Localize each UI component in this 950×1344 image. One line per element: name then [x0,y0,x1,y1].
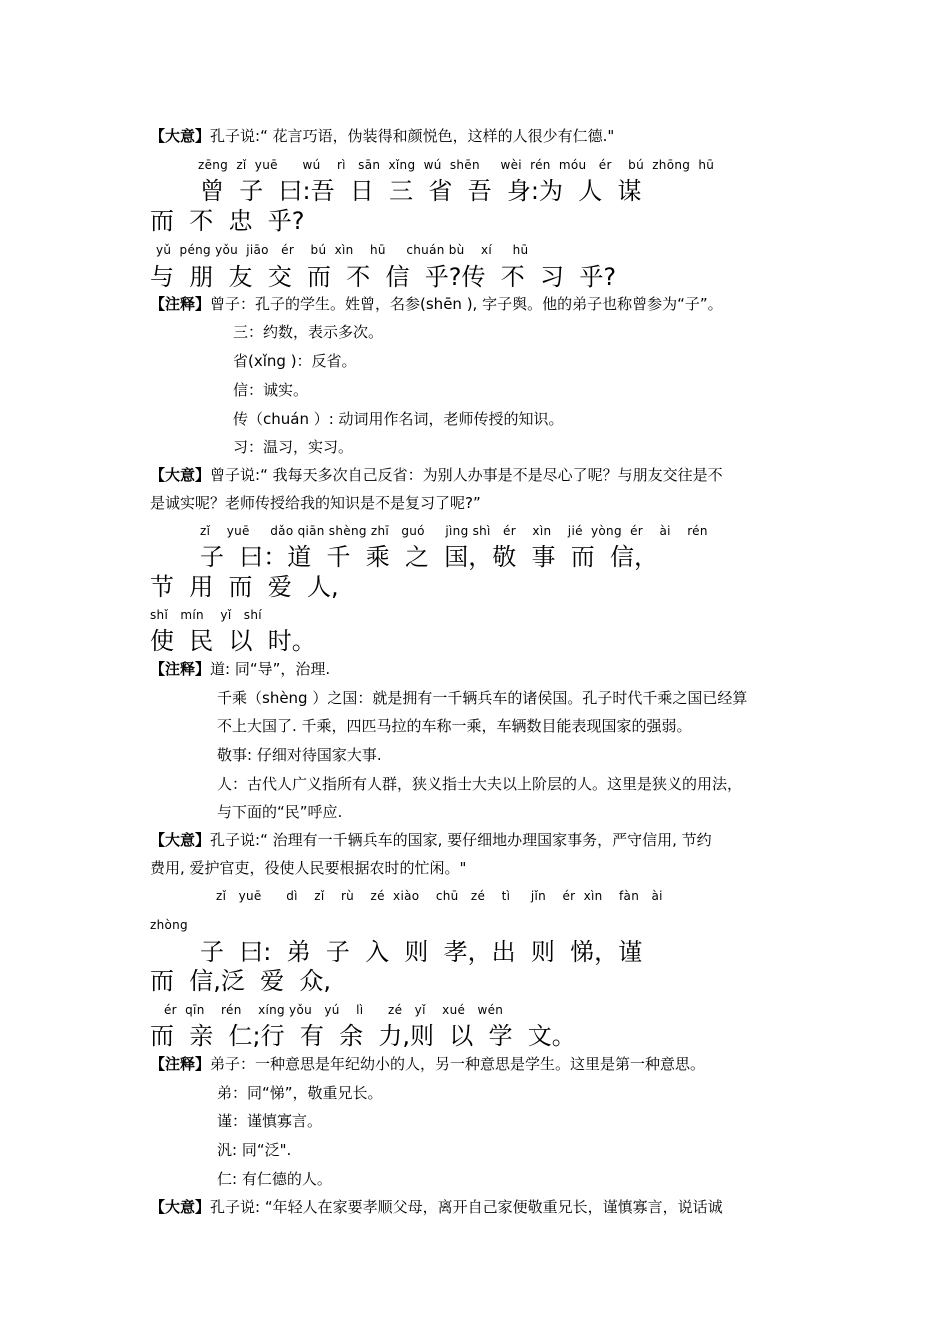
classical-text-line [150,206,305,236]
pinyin-line [150,608,262,622]
classical-text-line [150,626,316,656]
pinyin-line [150,918,188,932]
text-line [217,1169,332,1189]
line-text: zǐ yuē dǎo qiān shèng zhī guó jìng shì ér xìn jié yòng ér ài rén [200,524,708,538]
line-text: 是诚实呢？老师传授给我的知识是不是复习了呢?” [150,494,481,512]
line-text: zhòng [150,918,188,932]
line-text: 而 信,泛 爱 众, [150,967,332,995]
text-line [150,126,614,146]
line-text: 弟：同“悌”，敬重兄长。 [217,1084,383,1102]
text-line [150,659,330,679]
text-line [217,1083,383,1103]
line-text: 不上大国了. 千乘，四匹马拉的车称一乘，车辆数目能表现国家的强弱。 [217,717,692,735]
classical-text-line [200,937,642,967]
section-tag: 【大意】 [150,127,211,145]
line-text: zēng zǐ yuē wú rì sān xǐng wú shēn wèi rén móu ér bú zhōng hū [198,158,715,172]
line-text: 孔子说: “年轻人在家要孝顺父母，离开自己家便敬重兄长，谨慎寡言，说话诚 [210,1198,723,1216]
text-line [233,380,308,400]
section-tag: 【大意】 [150,831,211,849]
section-tag: 【大意】 [150,466,211,484]
line-text: 节 用 而 爱 人, [150,573,339,601]
line-text: 三：约数，表示多次。 [233,323,384,341]
line-text: 习：温习，实习。 [233,438,354,456]
section-tag: 【注释】 [150,1055,211,1073]
line-text: 传（chuán ）: 动词用作名词，老师传授的知识。 [233,410,564,428]
pinyin-line [164,1003,503,1017]
section-tag: 【大意】 [150,1198,211,1216]
line-text: 使 民 以 时。 [150,627,316,655]
text-line [217,774,742,794]
line-text: 信：诚实。 [233,381,309,399]
line-text: 人：古代人广义指所有人群，狭义指士大夫以上阶层的人。这里是狭义的用法， [217,775,743,793]
classical-text-line [150,572,339,602]
line-text: shǐ mín yǐ shí [150,608,262,622]
text-line [150,493,481,513]
line-text: 谨：谨慎寡言。 [217,1112,323,1130]
text-line [233,437,353,457]
section-tag: 【注释】 [150,660,211,678]
text-line [150,294,723,314]
classical-text-line [150,262,616,292]
line-text: 子 曰: 弟 子 入 则 孝，出 则 悌，谨 [200,938,643,966]
line-text: 曾 子 曰:吾 日 三 省 吾 身:为 人 谋 [200,177,642,205]
line-text: 费用, 爱护官吏，役使人民要根据农时的忙闲。" [150,859,467,877]
line-text: 与 朋 友 交 而 不 信 乎?传 不 习 乎? [150,263,617,291]
line-text: 千乘（shèng ）之国：就是拥有一千辆兵车的诸侯国。孔子时代千乘之国已经算 [217,689,748,707]
pinyin-line [200,524,708,538]
text-line [150,858,466,878]
line-text: 仁: 有仁德的人。 [217,1170,332,1188]
line-text: 曾子：孔子的学生。姓曾，名参(shēn ), 字子舆。他的弟子也称曾参为“子”。 [210,295,723,313]
line-text: 敬事: 仔细对待国家大事. [217,746,382,764]
line-text: ér qīn rén xíng yǒu yú lì zé yǐ xué wén [164,1003,504,1017]
text-line [150,465,723,485]
text-line [217,1111,322,1131]
pinyin-line [198,158,714,172]
text-line [233,409,564,429]
classical-text-line [150,1021,576,1051]
line-text: zǐ yuē dì zǐ rù zé xiào chū zé tì jǐn ér xìn fàn ài [216,889,663,903]
text-line [217,688,747,708]
line-text: 而 不 忠 乎? [150,207,305,235]
line-text: 与下面的“民”呼应. [217,803,343,821]
line-text: 弟子：一种意思是年纪幼小的人，另一种意思是学生。这里是第一种意思。 [210,1055,706,1073]
classical-text-line [150,966,331,996]
pinyin-line [156,243,528,257]
line-text: 汎: 同“泛". [217,1141,292,1159]
text-line [217,745,382,765]
line-text: yǔ péng yǒu jiāo ér bú xìn hū chuán bù xí hū [156,243,529,257]
classical-text-line [200,542,658,572]
text-line [217,1140,291,1160]
text-line [233,351,357,371]
line-text: 而 亲 仁;行 有 余 力,则 以 学 文。 [150,1022,576,1050]
section-tag: 【注释】 [150,295,211,313]
text-line [150,1054,705,1074]
line-text: 省(xǐng )：反省。 [233,352,357,370]
classical-text-line [200,176,642,206]
text-line [217,716,692,736]
line-text: 道: 同“导”，治理. [210,660,331,678]
text-line [150,1197,723,1217]
text-line [233,322,383,342]
line-text: 孔子说:“ 花言巧语，伪装得和颜悦色，这样的人很少有仁德." [210,127,615,145]
line-text: 孔子说:“ 治理有一千辆兵车的国家, 要仔细地办理国家事务，严守信用, 节约 [210,831,712,849]
text-line [217,802,342,822]
line-text: 曾子说:“ 我每天多次自己反省：为别人办事是不是尽心了呢？与朋友交往是不 [210,466,723,484]
line-text: 子 曰：道 千 乘 之 国，敬 事 而 信， [200,543,659,571]
text-line [150,830,712,850]
pinyin-line [216,889,663,903]
